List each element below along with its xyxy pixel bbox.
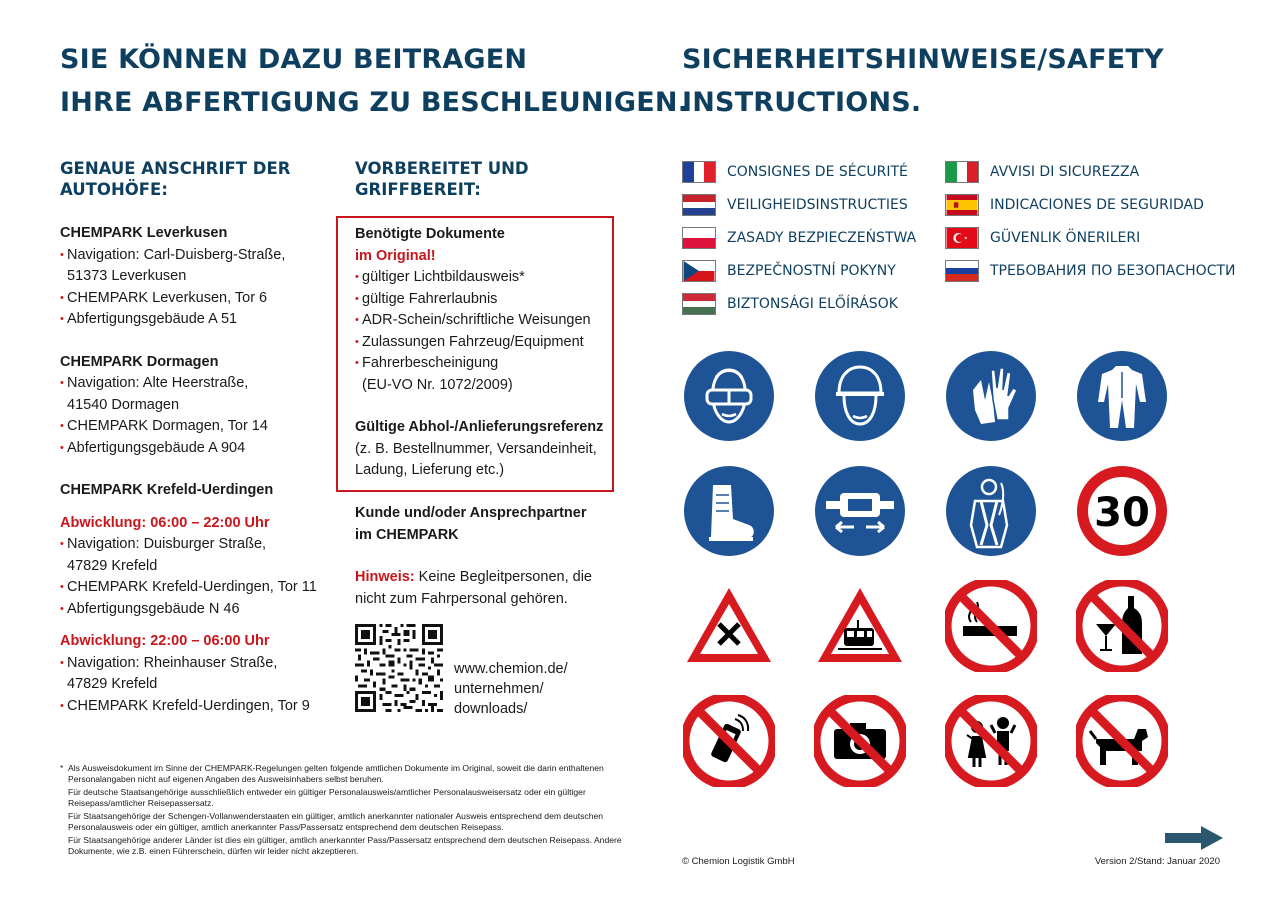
copyright: © Chemion Logistik GmbH [682,856,795,867]
url-line-1[interactable]: www.chemion.de/ [454,661,568,677]
dormagen-city: 41540 Dormagen [67,396,180,413]
footnote-p4: Für Staatsangehörige anderer Länder ist dies ein gültiger, amtlich anerkannter Pass/Passersatz entsprechend dem deutschen Reisepass. Andere Dokumente, wie z.B. einen Führerschein, dürfen wir leider nicht akzeptieren. [68,835,622,856]
doc-item: • Zulassungen Fahrzeug/Equipment [355,332,615,354]
language-label: ТРЕБОВАНИЯ ПО БЕЗОПАСНОСТИ [990,263,1236,279]
no-smoking-icon [945,580,1037,672]
addresses-heading-line-2: AUTOHÖFE: [60,180,168,199]
contact-block [355,503,625,610]
doc-item: • Fahrerbescheinigung [355,353,615,375]
language-hu[interactable] [682,293,898,315]
next-page-arrow-icon[interactable] [1165,826,1223,850]
speed-limit-icon [1076,465,1168,557]
language-cz[interactable] [682,260,896,282]
hint-line-2: nicht zum Fahrpersonal gehören. [355,590,568,607]
gloves-icon [945,350,1037,442]
docs-original: im Original! [355,247,436,264]
prepared-heading [355,158,529,200]
krefeld-day-city: 47829 Krefeld [67,557,158,574]
prepared-heading-line-2: GRIFFBEREIT: [355,180,481,199]
language-label: BEZPEČNOSTNÍ POKYNY [727,263,896,279]
safety-title-line-1: SICHERHEITSHINWEISE/SAFETY [682,44,1164,75]
dormagen-building: • Abfertigungsgebäude A 904 [60,438,330,460]
documents-list [355,224,615,482]
netherlands-flag-icon [682,194,716,216]
doc-item: • gültiger Lichtbildausweis* [355,267,615,289]
page-title [60,38,688,124]
addresses-heading [60,158,290,200]
footnote [60,763,625,859]
hint-line-1 [355,567,625,589]
title-line-2: IHRE ABFERTIGUNG ZU BESCHLEUNIGEN. [60,87,689,118]
czech-flag-icon [682,260,716,282]
language-label: GÜVENLIK ÖNERILERI [990,230,1141,246]
download-link[interactable] [454,659,624,719]
reference-title: Gültige Abhol-/Anlieferungsreferenz [355,419,604,435]
railway-crossing-icon [814,580,906,672]
docs-title: Benötigte Dokumente [355,226,505,242]
no-camera-icon [814,695,906,787]
italy-flag-icon [945,161,979,183]
krefeld-name: CHEMPARK Krefeld-Uerdingen [60,482,274,498]
krefeld-day-nav: • Navigation: Duisburger Straße, [60,534,330,556]
doc-item: • ADR-Schein/schriftliche Weisungen [355,310,615,332]
footnote-star: * [60,763,64,773]
language-label: ZASADY BEZPIECZEŃSTWA [727,230,917,246]
contact-line-1: Kunde und/oder Ansprechpartner [355,505,587,521]
language-ru[interactable] [945,260,1236,282]
speed-limit-value: 30 [1094,490,1150,536]
address-list [60,223,330,717]
title-line-1: SIE KÖNNEN DAZU BEITRAGEN [60,44,528,75]
krefeld-night-label: Abwicklung: 22:00 – 06:00 Uhr [60,633,270,649]
krefeld-day-building: • Abfertigungsgebäude N 46 [60,599,330,621]
version-info: Version 2/Stand: Januar 2020 [1094,856,1220,867]
language-fr[interactable] [682,161,908,183]
language-label: INDICACIONES DE SEGURIDAD [990,197,1204,213]
krefeld-night-city: 47829 Krefeld [67,676,158,692]
language-nl[interactable] [682,194,908,216]
krefeld-night-gate: • CHEMPARK Krefeld-Uerdingen, Tor 9 [60,696,330,718]
protective-suit-icon [1076,350,1168,442]
safety-title [682,38,1164,124]
general-danger-icon [683,580,775,672]
no-alcohol-icon [1076,580,1168,672]
language-tr[interactable] [945,227,1140,249]
footnote-p2: Für deutsche Staatsangehörige ausschließlich entweder ein gültiger Personalausweis/amtlicher Personalausweisersatz oder ein gültiger Reisepass/amtlicher Reisepassersatz. [68,787,586,808]
doc-item: • gültige Fahrerlaubnis [355,289,615,311]
language-label: BIZTONSÁGI ELŐÍRÁSOK [727,296,898,312]
poland-flag-icon [682,227,716,249]
no-dogs-icon [1076,695,1168,787]
safety-title-line-2: INSTRUCTIONS. [682,87,922,118]
safety-boots-icon [683,465,775,557]
dormagen-nav: • Navigation: Alte Heerstraße, [60,373,330,395]
language-label: AVVISI DI SICUREZZA [990,164,1140,180]
language-es[interactable] [945,194,1204,216]
addresses-heading-line-1: GENAUE ANSCHRIFT DER [60,159,291,178]
hungary-flag-icon [682,293,716,315]
reference-text-1: (z. B. Bestellnummer, Versandeinheit, [355,440,597,457]
prepared-heading-line-1: VORBEREITET UND [355,159,529,178]
spain-flag-icon [945,194,979,216]
krefeld-day-gate: • CHEMPARK Krefeld-Uerdingen, Tor 11 [60,577,330,599]
dormagen-gate: • CHEMPARK Dormagen, Tor 14 [60,416,330,438]
language-label: CONSIGNES DE SÉCURITÉ [727,164,908,180]
doc-item-note: (EU-VO Nr. 1072/2009) [362,376,513,393]
url-line-3[interactable]: downloads/ [454,701,528,717]
fall-protection-harness-icon [945,465,1037,557]
footnote-p1: Als Ausweisdokument im Sinne der CHEMPARK-Regelungen gelten folgende amtlichen Dokumente im Original, soweit die darin enthaltenen Personalangaben nicht auf eigenen Angaben des Ausweisinhabers selbst beruhen. [68,763,604,784]
head-protection-icon [814,350,906,442]
leverkusen-nav: • Navigation: Carl-Duisberg-Straße, [60,245,330,267]
contact-line-2: im CHEMPARK [355,526,459,543]
language-pl[interactable] [682,227,916,249]
url-line-2[interactable]: unternehmen/ [454,681,544,697]
russia-flag-icon [945,260,979,282]
leverkusen-name: CHEMPARK Leverkusen [60,225,228,241]
eye-protection-icon [683,350,775,442]
no-children-icon [945,695,1037,787]
seatbelt-icon [814,465,906,557]
dormagen-name: CHEMPARK Dormagen [60,353,219,370]
krefeld-day-label: Abwicklung: 06:00 – 22:00 Uhr [60,514,270,531]
no-phone-icon [683,695,775,787]
leverkusen-building: • Abfertigungsgebäude A 51 [60,309,330,331]
footnote-p3: Für Staatsangehörige der Schengen-Vollanwenderstaaten ein gültiger, amtlich anerkannter nationaler Ausweis entsprechend dem deutschen Personalausweis oder ein gültiger, amtlich anerkannter Pass/Passersatz entsprechend dem deutschen Reisepass. [68,811,604,832]
qr-code-icon[interactable] [355,624,443,712]
language-label: VEILIGHEIDSINSTRUCTIES [727,197,908,213]
krefeld-night-nav: • Navigation: Rheinhauser Straße, [60,653,330,675]
turkey-flag-icon [945,227,979,249]
leverkusen-gate: • CHEMPARK Leverkusen, Tor 6 [60,288,330,310]
language-it[interactable] [945,161,1139,183]
hint-label: Hinweis: [355,569,415,585]
france-flag-icon [682,161,716,183]
leverkusen-city: 51373 Leverkusen [67,268,187,284]
reference-text-2: Ladung, Lieferung etc.) [355,462,505,478]
hint-text: Keine Begleitpersonen, die [414,569,592,585]
